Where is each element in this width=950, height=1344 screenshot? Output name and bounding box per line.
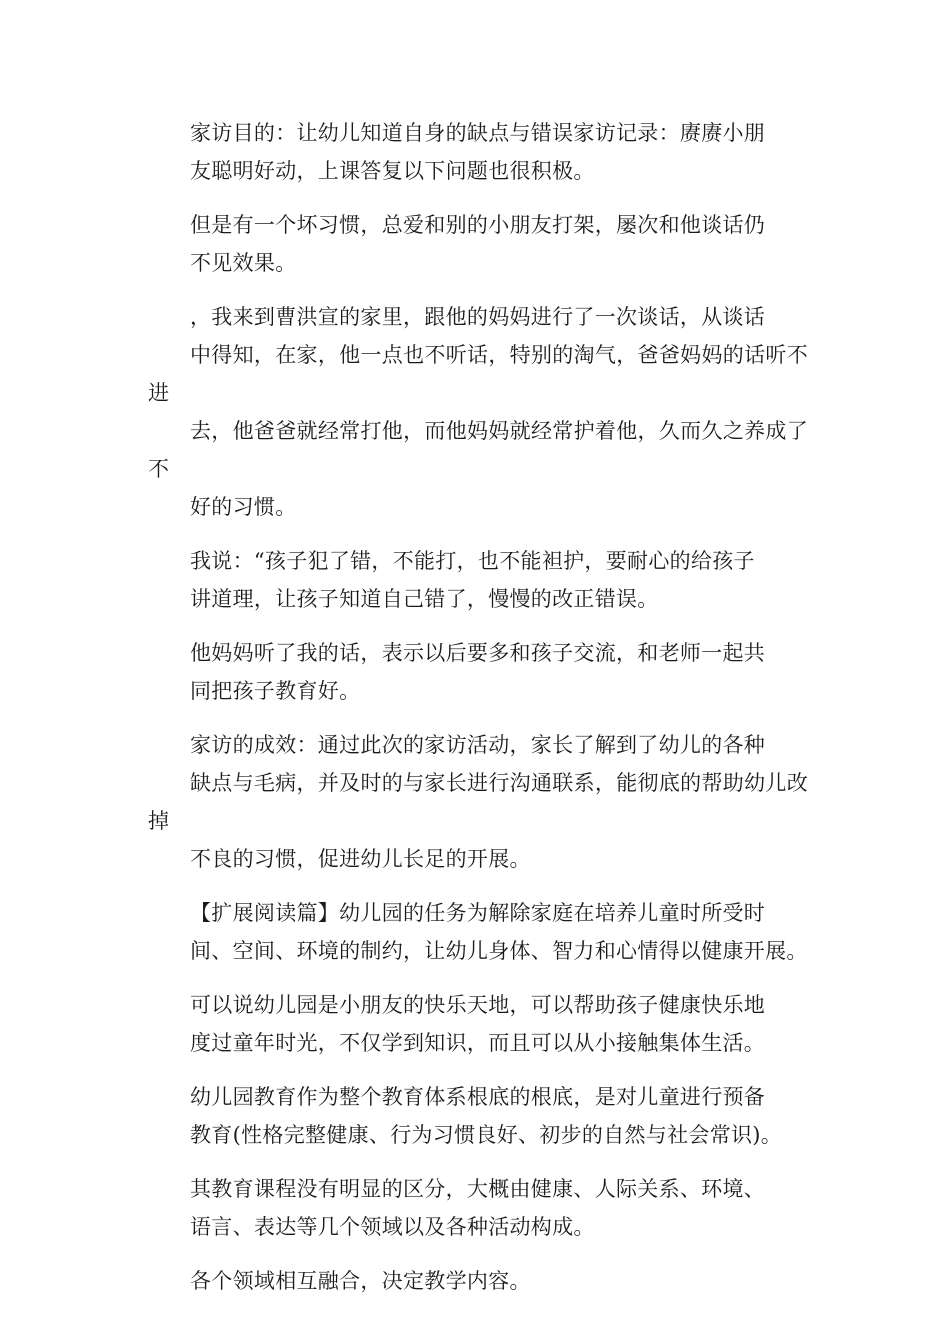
paragraph-line: 讲道理，让孩子知道自己错了，慢慢的改正错误。 — [190, 587, 659, 611]
paragraph-line: 不见效果。 — [190, 251, 297, 275]
paragraph-1 — [148, 114, 808, 190]
paragraph-line: 其教育课程没有明显的区分，大概由健康、人际关系、环境、 — [190, 1177, 766, 1201]
paragraph-7 — [148, 894, 808, 970]
paragraph-line: 教育(性格完整健康、行为习惯良好、初步的自然与社会常识)。 — [190, 1123, 783, 1147]
paragraph-9 — [148, 1078, 808, 1154]
paragraph-line: 各个领域相互融合，决定教学内容。 — [190, 1269, 531, 1293]
paragraph-line: 不良的习惯，促进幼儿长足的开展。 — [190, 847, 531, 871]
paragraph-line: 家访的成效：通过此次的家访活动，家长了解到了幼儿的各种 — [190, 733, 766, 757]
paragraph-line: 友聪明好动，上课答复以下问题也很积极。 — [190, 159, 595, 183]
paragraph-3 — [148, 298, 808, 526]
paragraph-line: 好的习惯。 — [190, 495, 297, 519]
paragraph-line: 可以说幼儿园是小朋友的快乐天地，可以帮助孩子健康快乐地 — [190, 993, 766, 1017]
paragraph-2 — [148, 206, 808, 282]
paragraph-line: 去，他爸爸就经常打他，而他妈妈就经常护着他，久而久之养成了不 — [148, 419, 808, 481]
paragraph-line: 家访目的：让幼儿知道自身的缺点与错误家访记录：赓赓小朋 — [190, 121, 766, 145]
paragraph-line: 中得知，在家，他一点也不听话，特别的淘气，爸爸妈妈的话听不进 — [148, 343, 808, 405]
paragraph-line: 他妈妈听了我的话，表示以后要多和孩子交流，和老师一起共 — [190, 641, 766, 665]
paragraph-line: 语言、表达等几个领域以及各种活动构成。 — [190, 1215, 595, 1239]
paragraph-line: 【扩展阅读篇】幼儿园的任务为解除家庭在培养儿童时所受时 — [190, 901, 766, 925]
paragraph-11 — [148, 1262, 808, 1300]
paragraph-4 — [148, 542, 808, 618]
paragraph-line: 但是有一个坏习惯，总爱和别的小朋友打架，屡次和他谈话仍 — [190, 213, 766, 237]
paragraph-line: 幼儿园教育作为整个教育体系根底的根底，是对儿童进行预备 — [190, 1085, 766, 1109]
paragraph-5 — [148, 634, 808, 710]
paragraph-line: 度过童年时光，不仅学到知识，而且可以从小接触集体生活。 — [190, 1031, 766, 1055]
paragraph-line: 我说：“孩子犯了错，不能打，也不能袒护，要耐心的给孩子 — [190, 549, 755, 573]
document-body — [148, 114, 808, 1316]
paragraph-8 — [148, 986, 808, 1062]
paragraph-line: 间、空间、环境的制约，让幼儿身体、智力和心情得以健康开展。 — [190, 939, 808, 963]
paragraph-line: 缺点与毛病，并及时的与家长进行沟通联系，能彻底的帮助幼儿改掉 — [148, 771, 808, 833]
paragraph-line: 同把孩子教育好。 — [190, 679, 361, 703]
paragraph-6 — [148, 726, 808, 878]
paragraph-line: ，我来到曹洪宣的家里，跟他的妈妈进行了一次谈话，从谈话 — [190, 305, 766, 329]
paragraph-10 — [148, 1170, 808, 1246]
